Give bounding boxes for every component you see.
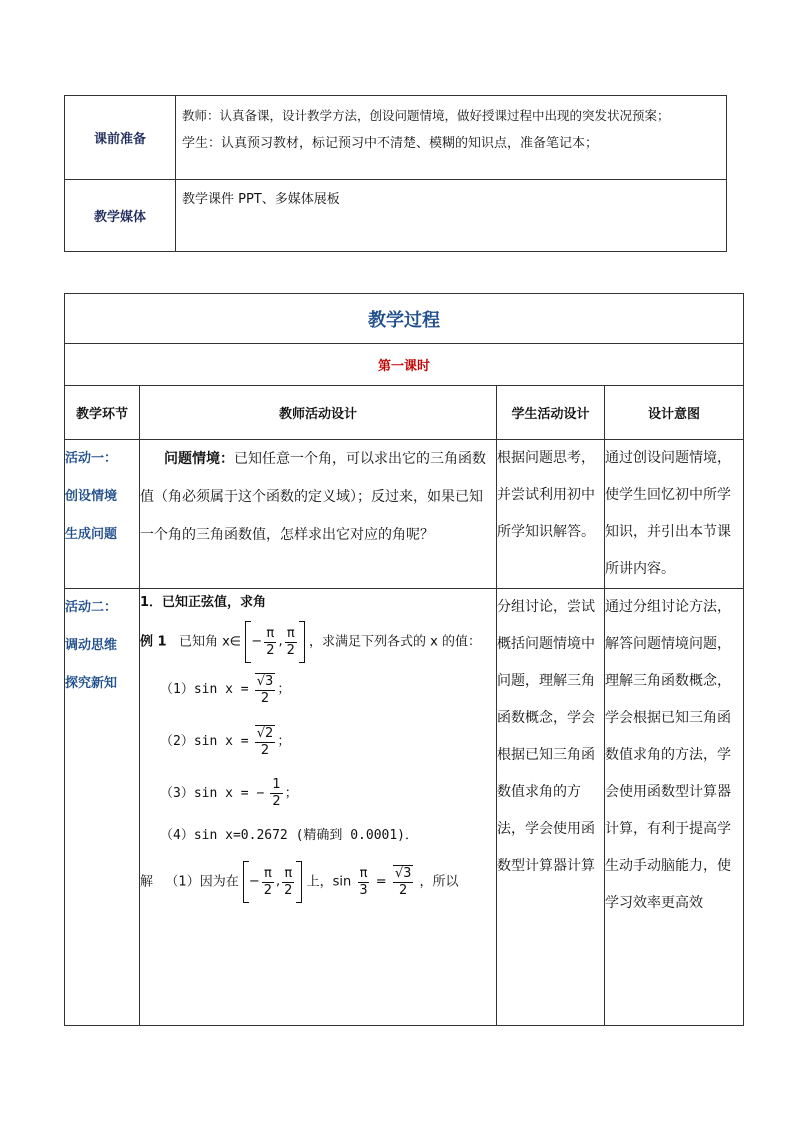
item4: （4）sin x=0.2672 (精确到 0.0001)． <box>160 828 419 843</box>
activity2-intent: 通过分组讨论方法，解答问题情境问题，理解三角函数概念，学会根据已知三角函数值求角的方法，学会使用函数型计算器计算，有利于提高学生动手动脑能力，使学习效率更高效 <box>605 589 744 1026</box>
item3-label: （3）sin x = − <box>160 786 265 801</box>
interval-expr: − $\frac{\pi}{2}$ , $\frac{\pi}{2}$ <box>245 621 305 663</box>
pi-over-3: $\frac{\pi}{3}$ <box>359 865 368 898</box>
header-stage: 教学环节 <box>65 386 140 440</box>
equals-sign: = <box>375 874 387 890</box>
media-label: 教学媒体 <box>65 180 176 252</box>
header-intent: 设计意图 <box>605 386 744 440</box>
example-label: 例 1 <box>140 634 167 650</box>
student-prep: 学生：认真预习教材，标记预习中不清楚、模糊的知识点，准备笔记本； <box>182 136 599 151</box>
activity2-label: 活动二： <box>65 600 118 615</box>
scenario-text: 已知任意一个角，可以求出它的三角函数值（角必须属于这个函数的定义域）；反过来，如果已知一个角的三角函数值，怎样求出它对应的角呢？ <box>140 451 486 543</box>
item1-frac: $\frac{√3}{2}$ <box>256 673 274 706</box>
solution-label: 解 <box>140 874 154 890</box>
section-heading: 1．已知正弦值，求角 <box>140 595 267 610</box>
activity1-intent: 通过创设问题情境，使学生回忆初中所学知识，并引出本节课所讲内容。 <box>605 440 744 589</box>
activity2-name <box>65 589 140 1026</box>
activity1-label: 活动一： <box>65 451 118 466</box>
activity2-teacher: 1．已知正弦值，求角 例 1 已知角 x∈ − $\frac{\pi}{2}$ , $\frac{\pi}{2}$ ，求满足下列各式的 x 的值： （1）sin x = $\frac{√3}{2}$ ； （2）sin x = $\frac{√2}{2}$ ； （3）sin x = − $\frac{1}{2}$ ； （4）sin x=0.2672 (精确到 0.0001)． 解 （1）因为在 − $\frac{\pi}{2}$ , $\frac{\pi}{2}$ 上，sin $\frac{\pi}{3}$ = $\frac{√3}{2}$ ，所以 <box>140 589 497 1026</box>
teacher-prep: 教师：认真备课，设计教学方法，创设问题情境，做好授课过程中出现的突发状况预案； <box>182 108 670 123</box>
activity1-teacher <box>140 440 497 589</box>
header-teacher: 教师活动设计 <box>140 386 497 440</box>
activity1-title2: 生成问题 <box>65 527 118 542</box>
process-title: 教学过程 <box>65 294 744 344</box>
activity2-title1: 调动思维 <box>65 638 118 653</box>
solution-text2: 上，sin <box>306 874 352 890</box>
activity1-name <box>65 440 140 589</box>
solution-text1: （1）因为在 <box>165 874 239 890</box>
item2-label: （2）sin x = <box>160 734 249 749</box>
prep-label: 课前准备 <box>65 96 176 180</box>
activity1-student: 根据问题思考，并尝试利用初中所学知识解答。 <box>497 440 605 589</box>
header-student: 学生活动设计 <box>497 386 605 440</box>
solution-interval: − $\frac{\pi}{2}$ , $\frac{\pi}{2}$ <box>243 861 303 903</box>
item2-frac: $\frac{√2}{2}$ <box>256 725 274 758</box>
example-pre: 已知角 x∈ <box>178 634 242 650</box>
item1-label: （1）sin x = <box>160 682 249 697</box>
activity2-student: 分组讨论，尝试概括问题情境中问题，理解三角函数概念，学会根据已知三角函数值求角的方法，学会使用函数型计算器计算 <box>497 589 605 1026</box>
sqrt3-over-2: $\frac{√3}{2}$ <box>394 866 412 898</box>
process-table <box>64 293 744 1026</box>
preparation-table <box>64 95 727 252</box>
activity2-title2: 探究新知 <box>65 676 118 691</box>
lesson-label: 第一课时 <box>65 344 744 386</box>
scenario-label: 问题情境： <box>164 451 234 467</box>
activity1-title1: 创设情境 <box>65 489 118 504</box>
example-post: ，求满足下列各式的 x 的值： <box>309 634 481 650</box>
media-content: 教学课件 PPT、多媒体展板 <box>176 180 727 252</box>
item3-frac: $\frac{1}{2}$ <box>272 777 281 809</box>
prep-content <box>176 96 727 180</box>
solution-text4: ，所以 <box>419 874 459 890</box>
